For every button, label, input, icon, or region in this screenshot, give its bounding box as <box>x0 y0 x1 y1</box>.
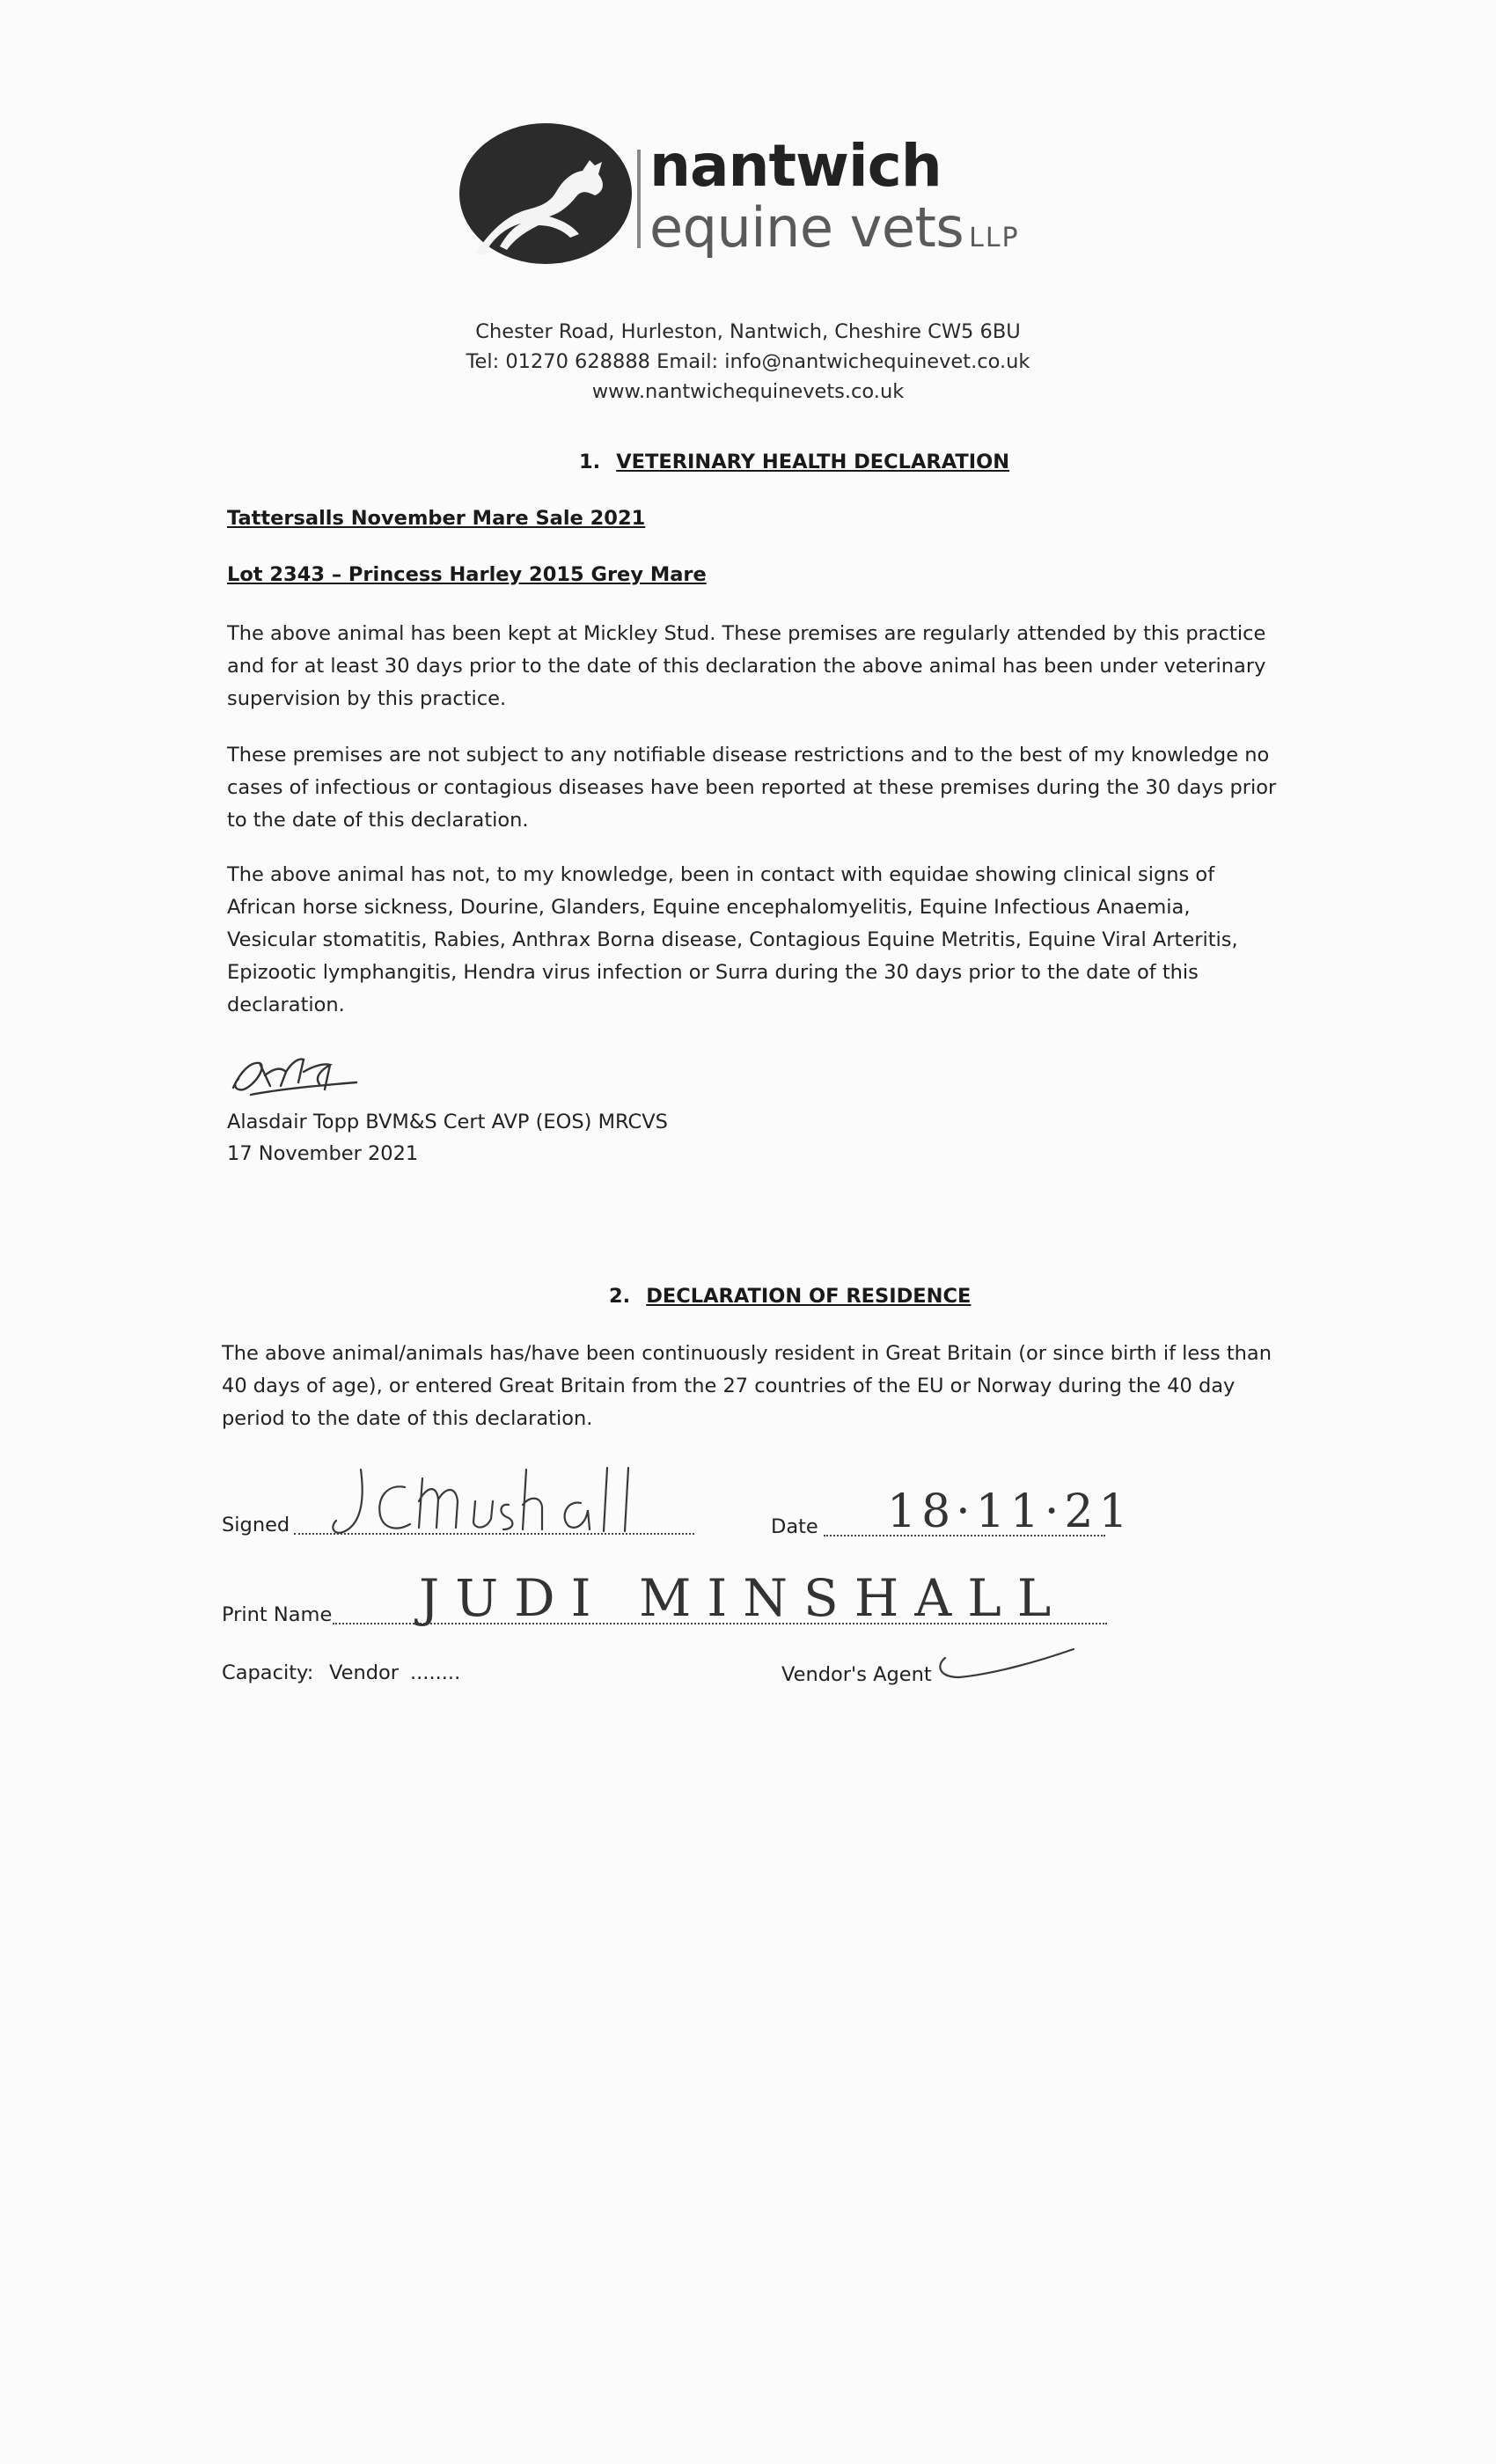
jumping-horse-icon <box>458 121 634 267</box>
vendor-dots: ........ <box>410 1661 461 1684</box>
health-paragraph-1: The above animal has been kept at Mickley Stud. These premises are regularly attended by this practice and for at least 30 days prior to the date of this declaration the above animal has been under veterinary supervision by this practice. <box>227 622 1266 710</box>
date-label: Date <box>771 1515 818 1538</box>
print-name-value: JUDI MINSHALL <box>419 1568 1067 1628</box>
brand-name: nantwich <box>649 132 942 200</box>
print-name-label: Print Name <box>222 1603 333 1626</box>
logo-divider <box>637 150 641 248</box>
vet-date: 17 November 2021 <box>227 1142 419 1165</box>
brand-subtitle: equine vets LLP <box>649 195 1020 260</box>
practice-address <box>0 317 1496 407</box>
contact-line: Tel: 01270 628888 Email: info@nantwichequinevet.co.uk <box>466 350 1030 373</box>
health-paragraph-3: The above animal has not, to my knowledge, been in contact with equidae showing clinical signs of African horse sickness, Dourine, Glanders, Equine encephalomyelitis, Equine Infectious Anaemia, Vesicular stomatitis, Rabies, Anthrax Borna disease, Contagious Equine Metritis, Equine Viral Arteritis, Epizootic lymphangitis, Hendra virus infection or Surra during the 30 days prior to the date of this declaration. <box>227 863 1238 1016</box>
address-line: Chester Road, Hurleston, Nantwich, Cheshire CW5 6BU <box>475 320 1021 343</box>
capacity-label: Capacity: <box>222 1661 314 1684</box>
health-paragraph-2: These premises are not subject to any notifiable disease restrictions and to the best of my knowledge no cases of infectious or contagious diseases have been reported at these premises during the 30 days prior to the date of this declaration. <box>227 744 1277 832</box>
sale-title: Tattersalls November Mare Sale 2021 <box>227 507 646 530</box>
vendor-label: Vendor <box>329 1661 400 1684</box>
vendor-agent-label: Vendor's Agent <box>781 1663 932 1686</box>
vet-name: Alasdair Topp BVM&S Cert AVP (EOS) MRCVS <box>227 1111 668 1133</box>
website-line: www.nantwichequinevets.co.uk <box>591 380 905 403</box>
agent-tick-mark <box>933 1639 1082 1691</box>
vendor-signature <box>326 1452 704 1549</box>
signed-label: Signed <box>222 1514 290 1536</box>
lot-title: Lot 2343 – Princess Harley 2015 Grey Mare <box>227 563 707 586</box>
vet-signature <box>224 1037 365 1107</box>
section-2-heading: 2. DECLARATION OF RESIDENCE <box>609 1285 972 1308</box>
section-1-heading: 1. VETERINARY HEALTH DECLARATION <box>579 451 1010 473</box>
date-value: 18·11·21 <box>887 1485 1133 1538</box>
residence-paragraph: The above animal/animals has/have been continuously resident in Great Britain (or since birth if less than 40 days of age), or entered Great Britain from the 27 countries of the EU or Norway during the 40 day period to the date of this declaration. <box>222 1342 1272 1430</box>
practice-logo <box>458 121 1030 271</box>
